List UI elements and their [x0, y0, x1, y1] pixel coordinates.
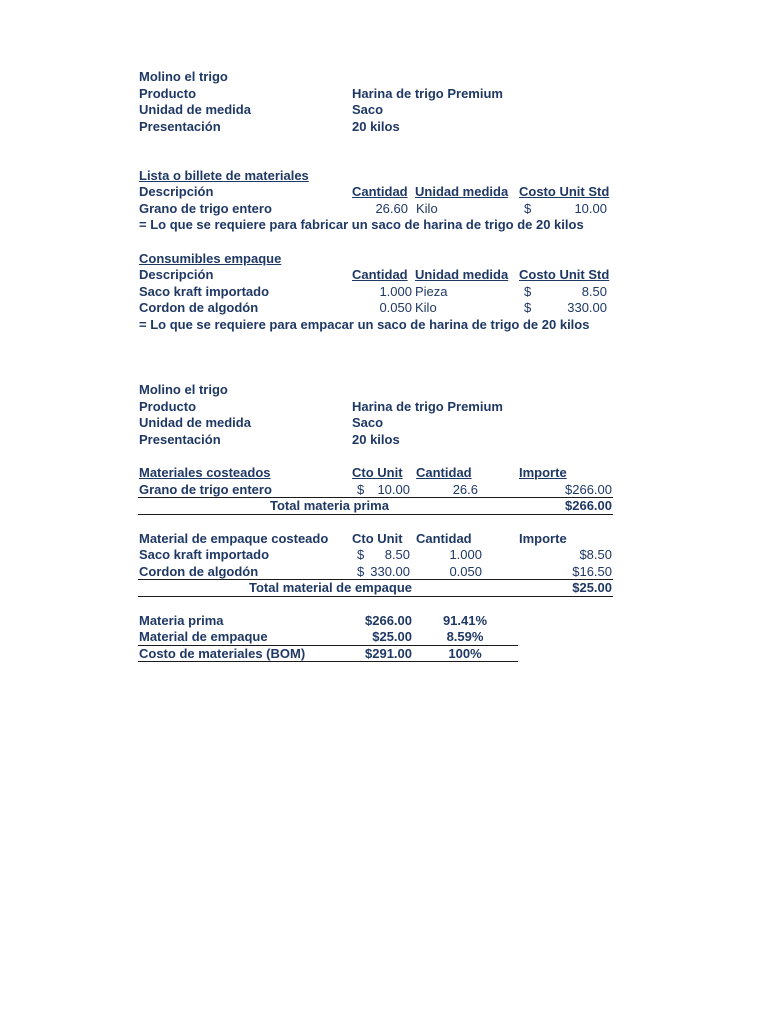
costeados-total-label: Total materia prima: [270, 498, 389, 513]
empaque-row-importe: $8.50: [579, 547, 612, 562]
summary-label: Materia prima: [139, 613, 224, 628]
empaque-col-cantidad: Cantidad: [416, 531, 472, 546]
consumibles-col-descripcion: Descripción: [139, 267, 214, 282]
empaque-row-cto: 8.50: [384, 547, 410, 562]
bom-row: [0, 200, 768, 217]
bom-note: = Lo que se requiere para fabricar un saco de harina de trigo de 20 kilos: [139, 217, 584, 232]
costeados-total-value: $266.00: [565, 498, 612, 513]
bom-title-row: [0, 167, 768, 184]
costeados-col-importe: Importe: [519, 465, 567, 480]
costeados-col-descripcion: Materiales costeados: [139, 465, 271, 480]
consumibles-col-cantidad: Cantidad: [352, 267, 408, 282]
summary-percent: 91.41%: [442, 613, 488, 628]
consumibles-row-currency: $: [524, 284, 532, 299]
empaque-bottom-rule: [138, 596, 613, 597]
unit-row: [0, 414, 768, 431]
summary-total-amount: $291.00: [365, 646, 412, 661]
consumibles-row-currency: $: [524, 300, 532, 315]
empaque-header-row: [0, 530, 768, 547]
consumibles-row: [0, 299, 768, 316]
empaque-row-descripcion: Cordon de algodón: [139, 564, 259, 579]
company-row: [0, 68, 768, 85]
costeados-row-cto: 10.00: [377, 482, 410, 497]
consumibles-row: [0, 283, 768, 300]
presentation-label: Presentación: [139, 432, 221, 447]
empaque-row-importe: $16.50: [572, 564, 612, 579]
consumibles-row-descripcion: Cordon de algodón: [139, 300, 259, 315]
unit-label: Unidad de medida: [139, 102, 251, 117]
bom-row-cantidad: 26.60: [375, 201, 408, 216]
empaque-row-currency: $: [357, 547, 365, 562]
costeados-header-row: [0, 464, 768, 481]
costeados-total-row: [0, 497, 768, 514]
costeados-col-cto: Cto Unit: [352, 465, 403, 480]
bom-col-cantidad: Cantidad: [352, 184, 408, 199]
bom-col-costo: Costo Unit Std: [519, 184, 610, 199]
bom-col-unidad: Unidad medida: [415, 184, 509, 199]
costeados-row-importe: $266.00: [565, 482, 612, 497]
presentation-row: [0, 118, 768, 135]
presentation-row: [0, 431, 768, 448]
consumibles-row-cantidad: 1.000: [379, 284, 412, 299]
unit-row: [0, 101, 768, 118]
summary-bottom-rule: [138, 661, 518, 662]
empaque-row-cantidad: 1.000: [449, 547, 482, 562]
empaque-total-value: $25.00: [572, 580, 612, 595]
product-row: [0, 85, 768, 102]
costeados-col-cantidad: Cantidad: [416, 465, 472, 480]
empaque-row-currency: $: [357, 564, 365, 579]
summary-row: [0, 628, 768, 645]
bom-row-costo: 10.00: [574, 201, 607, 216]
product-row: [0, 398, 768, 415]
summary-label: Material de empaque: [139, 629, 268, 644]
consumibles-row-descripcion: Saco kraft importado: [139, 284, 270, 299]
empaque-total-row: [0, 579, 768, 596]
product-value: Harina de trigo Premium: [352, 399, 503, 414]
empaque-row-cto: 330.00: [370, 564, 410, 579]
presentation-value: 20 kilos: [352, 432, 400, 447]
consumibles-header-row: [0, 266, 768, 283]
summary-total-percent: 100%: [448, 646, 482, 661]
consumibles-col-unidad: Unidad medida: [415, 267, 509, 282]
consumibles-row-unidad: Pieza: [415, 284, 448, 299]
consumibles-row-costo: 330.00: [567, 300, 607, 315]
bom-header-row: [0, 183, 768, 200]
empaque-total-label: Total material de empaque: [249, 580, 413, 595]
summary-total-row: [0, 645, 768, 662]
costeados-bottom-rule: [138, 514, 613, 515]
consumibles-row-cantidad: 0.050: [379, 300, 412, 315]
consumibles-title: Consumibles empaque: [139, 251, 282, 266]
consumibles-col-costo: Costo Unit Std: [519, 267, 610, 282]
product-label: Producto: [139, 86, 197, 101]
costeados-row-cantidad: 26.6: [452, 482, 478, 497]
company-row: [0, 381, 768, 398]
bom-title: Lista o billete de materiales: [139, 168, 309, 183]
summary-amount: $266.00: [365, 613, 412, 628]
consumibles-note: = Lo que se requiere para empacar un saco de harina de trigo de 20 kilos: [139, 317, 590, 332]
summary-percent: 8.59%: [446, 629, 484, 644]
consumibles-title-row: [0, 250, 768, 267]
empaque-row: [0, 563, 768, 580]
empaque-col-cto: Cto Unit: [352, 531, 403, 546]
costeados-row-currency: $: [357, 482, 365, 497]
costeados-row: [0, 481, 768, 498]
bom-row-unidad: Kilo: [416, 201, 438, 216]
bom-row-descripcion: Grano de trigo entero: [139, 201, 272, 216]
summary-amount: $25.00: [372, 629, 412, 644]
consumibles-row-costo: 8.50: [581, 284, 607, 299]
consumibles-note-row: [0, 316, 768, 333]
empaque-col-descripcion: Material de empaque costeado: [139, 531, 329, 546]
summary-row: [0, 612, 768, 629]
empaque-row-descripcion: Saco kraft importado: [139, 547, 270, 562]
bom-col-descripcion: Descripción: [139, 184, 214, 199]
empaque-col-importe: Importe: [519, 531, 567, 546]
company-name: Molino el trigo: [139, 382, 228, 397]
product-value: Harina de trigo Premium: [352, 86, 503, 101]
consumibles-row-unidad: Kilo: [415, 300, 437, 315]
unit-value: Saco: [352, 102, 384, 117]
presentation-value: 20 kilos: [352, 119, 400, 134]
empaque-row-cantidad: 0.050: [449, 564, 482, 579]
company-name: Molino el trigo: [139, 69, 228, 84]
unit-value: Saco: [352, 415, 384, 430]
product-label: Producto: [139, 399, 197, 414]
costeados-row-descripcion: Grano de trigo entero: [139, 482, 272, 497]
unit-label: Unidad de medida: [139, 415, 251, 430]
bom-row-currency: $: [524, 201, 532, 216]
empaque-row: [0, 546, 768, 563]
bom-note-row: [0, 216, 768, 233]
presentation-label: Presentación: [139, 119, 221, 134]
summary-total-label: Costo de materiales (BOM): [139, 646, 306, 661]
